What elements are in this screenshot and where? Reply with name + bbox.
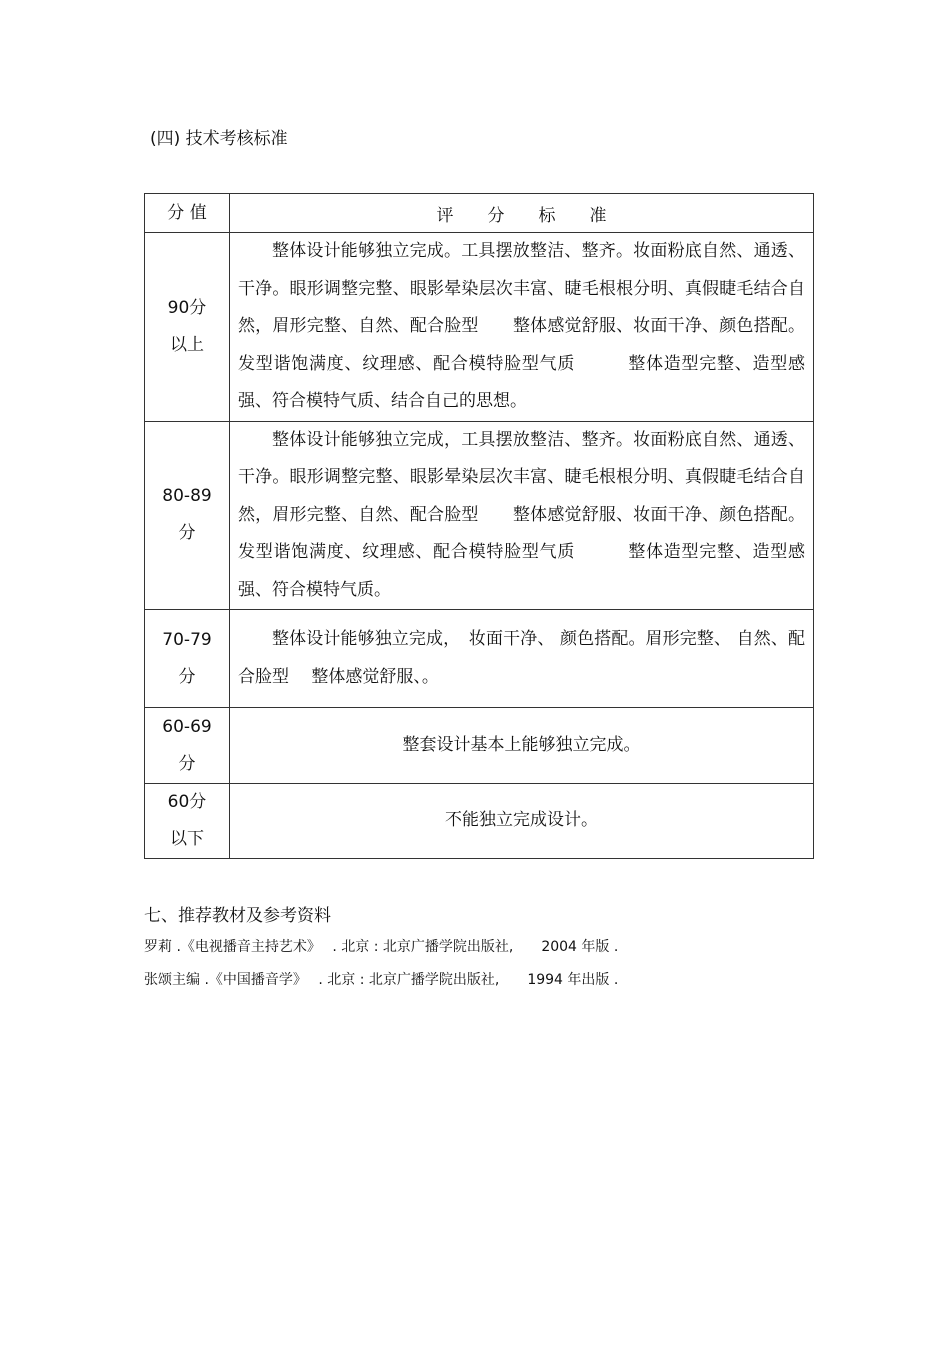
reference-item: 张颂主编 .《中国播音学》 . 北京 : 北京广播学院出版社, 1994 年出版 . [144, 972, 619, 988]
table-row [145, 610, 814, 708]
grade-line: 60分 [167, 792, 207, 812]
references-title: 七、推荐教材及参考资料 [144, 906, 331, 926]
table-header-row [145, 194, 814, 233]
grade-line: 分 [178, 666, 196, 687]
table-row [145, 233, 814, 422]
criteria-text: 整体设计能够独立完成。工具摆放整洁、整齐。妆面粉底自然、通透、干净。眼形调整完整、眼影晕染层次丰富、睫毛根根分明、真假睫毛结合自然，眉形完整、自然、配合脸型 整体感觉舒服、妆面干净、颜色搭配。发型谐饱满度、纹理感、配合模特脸型气质 整体造型完整、造型感强、符合模特气质、结合自己的思想。 [238, 241, 805, 411]
table-row [145, 421, 814, 610]
grade-line: 分 [178, 523, 196, 544]
grade-cell [145, 708, 230, 784]
criteria-cell [230, 784, 814, 859]
grade-line: 分 [178, 753, 196, 774]
criteria-text: 整体设计能够独立完成，工具摆放整洁、整齐。妆面粉底自然、通透、干净。眼形调整完整、眼影晕染层次丰富、睫毛根根分明、真假睫毛结合自然，眉形完整、自然、配合脸型 整体感觉舒服、妆面干净、颜色搭配。发型谐饱满度、纹理感、配合模特脸型气质 整体造型完整、造型感强、符合模特气质。 [238, 429, 805, 600]
criteria-text: 整体设计能够独立完成， 妆面干净、 颜色搭配。眉形完整、 自然、配合脸型 整体感觉舒服、。 [238, 629, 805, 687]
criteria-text: 不能独立完成设计。 [445, 810, 598, 831]
grade-cell [145, 421, 230, 610]
grade-line: 60-69 [162, 716, 212, 737]
grade-cell [145, 610, 230, 708]
scoring-table [144, 193, 814, 859]
criteria-text: 整套设计基本上能够独立完成。 [402, 734, 641, 755]
grade-line: 以下 [170, 829, 204, 849]
reference-item: 罗莉 .《电视播音主持艺术》 . 北京 : 北京广播学院出版社, 2004 年版 . [144, 939, 619, 955]
section-title: (四) 技术考核标准 [150, 129, 288, 149]
grade-line: 以上 [170, 334, 204, 355]
grade-cell [145, 784, 230, 859]
grade-line: 90分 [167, 297, 207, 318]
criteria-cell [230, 233, 814, 422]
header-grade: 分 值 [145, 194, 230, 233]
table-row [145, 784, 814, 859]
grade-cell [145, 233, 230, 422]
header-criteria: 评 分 标 准 [230, 194, 814, 233]
grade-line: 80-89 [162, 486, 212, 507]
criteria-cell [230, 421, 814, 610]
criteria-cell [230, 708, 814, 784]
table-row [145, 708, 814, 784]
criteria-cell [230, 610, 814, 708]
grade-line: 70-79 [162, 629, 212, 650]
